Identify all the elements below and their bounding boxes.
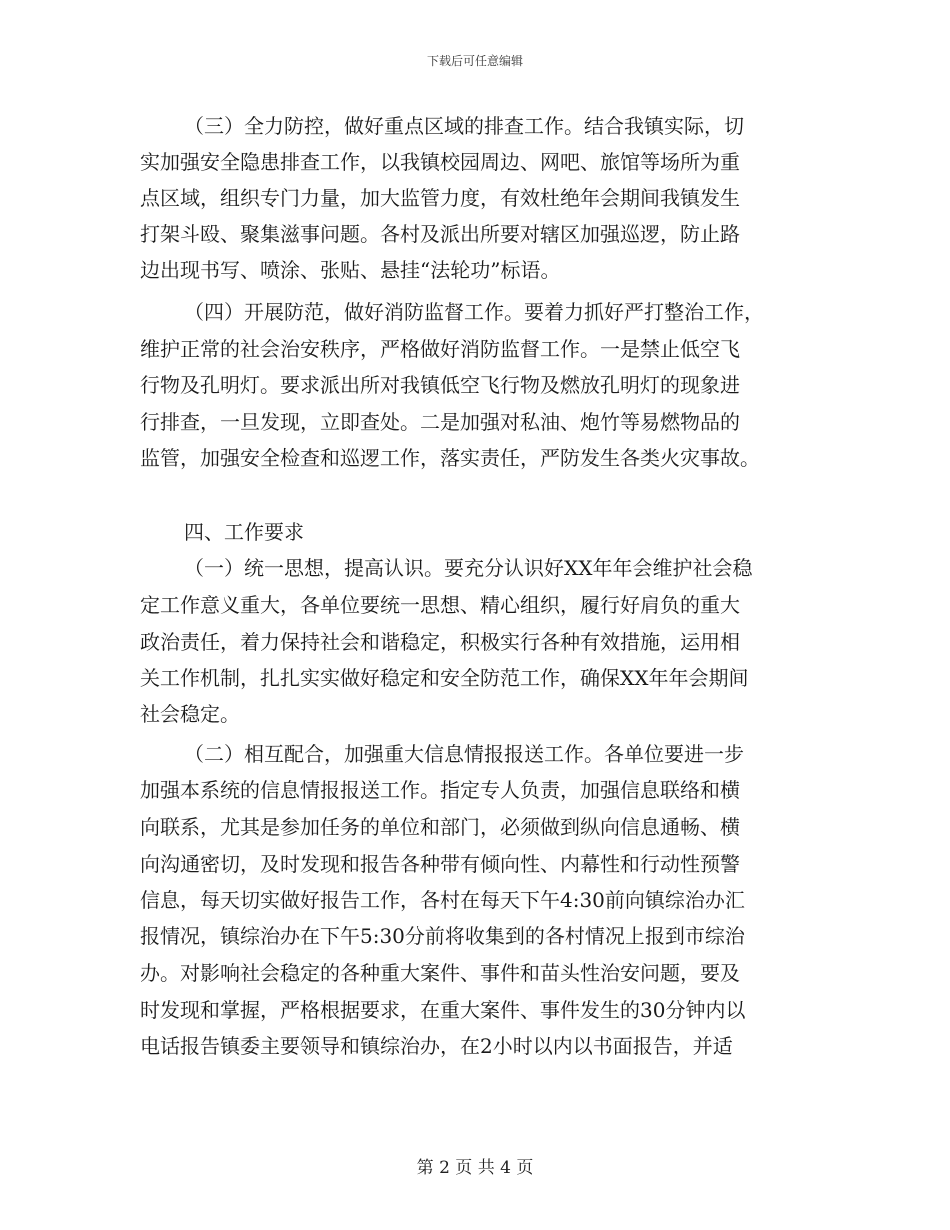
text-line: 监管，加强安全检查和巡逻工作，落实责任，严防发生各类火灾事故。 bbox=[140, 446, 760, 470]
text-line: 政治责任，着力保持社会和谐稳定，积极实行各种有效措施，运用相 bbox=[140, 630, 740, 654]
text-line: 信息，每天切实做好报告工作，各村在每天下午4:30前向镇综治办汇 bbox=[140, 888, 745, 912]
page-number: 第 2 页 共 4 页 bbox=[416, 1158, 534, 1178]
text-line: （一）统一思想，提高认识。要充分认识好XX年年会维护社会稳 bbox=[184, 556, 753, 580]
text-line: 行物及孔明灯。要求派出所对我镇低空飞行物及燃放孔明灯的现象进 bbox=[140, 373, 740, 397]
text-line: 向联系，尤其是参加任务的单位和部门，必须做到纵向信息通畅、横 bbox=[140, 815, 740, 839]
text-line: 社会稳定。 bbox=[140, 702, 240, 726]
text-line: 关工作机制，扎扎实实做好稳定和安全防范工作，确保XX年年会期间 bbox=[140, 666, 749, 690]
text-line: 电话报告镇委主要领导和镇综治办，在2小时以内以书面报告，并适 bbox=[140, 1034, 733, 1058]
text-line: （二）相互配合，加强重大信息情报报送工作。各单位要进一步 bbox=[184, 742, 744, 766]
text-line: 报情况，镇综治办在下午5:30分前将收集到的各村情况上报到市综治 bbox=[140, 924, 745, 948]
text-line: 实加强安全隐患排查工作，以我镇校园周边、网吧、旅馆等场所为重 bbox=[140, 150, 740, 174]
text-line: 点区域，组织专门力量，加大监管力度，有效杜绝年会期间我镇发生 bbox=[140, 186, 740, 210]
text-line: 打架斗殴、聚集滋事问题。各村及派出所要对辖区加强巡逻，防止路 bbox=[140, 222, 740, 246]
text-line: 时发现和掌握，严格根据要求，在重大案件、事件发生的30分钟内以 bbox=[140, 998, 746, 1022]
text-line: 加强本系统的信息情报报送工作。指定专人负责，加强信息联络和横 bbox=[140, 778, 740, 802]
section-heading: 四、工作要求 bbox=[184, 520, 304, 544]
text-line: 行排查，一旦发现，立即查处。二是加强对私油、炮竹等易燃物品的 bbox=[140, 410, 740, 434]
text-line: 维护正常的社会治安秩序，严格做好消防监督工作。一是禁止低空飞 bbox=[140, 337, 740, 361]
text-line: 办。对影响社会稳定的各种重大案件、事件和苗头性治安问题，要及 bbox=[140, 961, 740, 985]
text-line: （三）全力防控，做好重点区域的排查工作。结合我镇实际，切 bbox=[184, 114, 744, 138]
text-line: 定工作意义重大，各单位要统一思想、精心组织，履行好肩负的重大 bbox=[140, 593, 740, 617]
page-header: 下载后可任意编辑 bbox=[426, 54, 523, 68]
text-line: 边出现书写、喷涂、张贴、悬挂“法轮功”标语。 bbox=[140, 258, 561, 282]
text-line: （四）开展防范，做好消防监督工作。要着力抓好严打整治工作， bbox=[184, 300, 764, 324]
text-line: 向沟通密切，及时发现和报告各种带有倾向性、内幕性和行动性预警 bbox=[140, 852, 740, 876]
